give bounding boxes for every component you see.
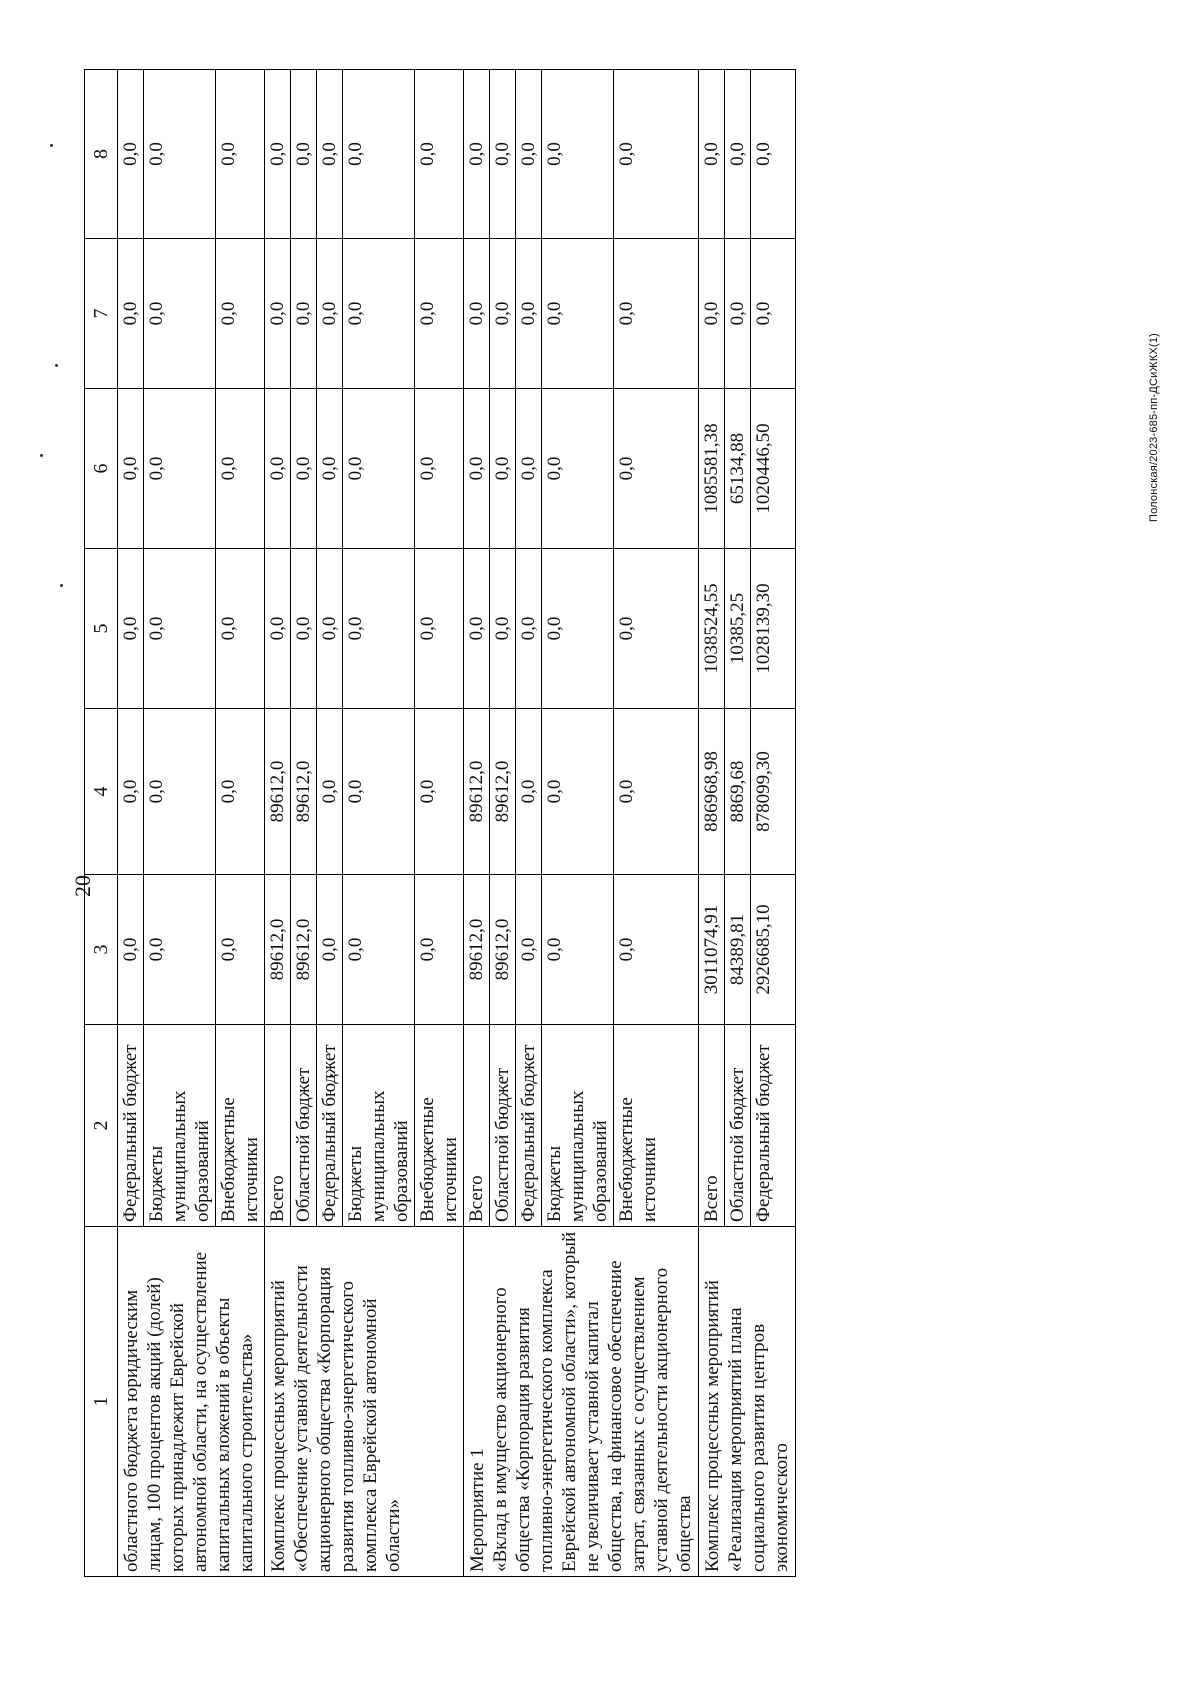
value-cell: 89612,0	[490, 709, 516, 874]
scan-speck	[50, 144, 53, 147]
value-column-4	[464, 709, 699, 875]
scan-speck	[60, 584, 63, 587]
value-cell: 0,0	[317, 239, 343, 388]
value-cell: 89612,0	[464, 709, 490, 874]
funding-source: Всего	[699, 1025, 725, 1226]
value-cell: 0,0	[265, 389, 291, 548]
value-cell: 0,0	[699, 70, 725, 238]
value-cell: 0,0	[542, 709, 614, 874]
value-cell: 0,0	[343, 389, 415, 548]
value-cell: 0,0	[144, 389, 216, 548]
funding-source: Федеральный бюджет	[516, 1025, 542, 1226]
header-cell: 2	[85, 1025, 118, 1227]
value-cell: 0,0	[144, 549, 216, 708]
value-cell: 0,0	[616, 142, 637, 166]
value-cell: 0,0	[218, 937, 239, 962]
value-cell: 0,0	[516, 709, 542, 874]
activity-name-cell: Комплекс процессных мероприятий «Обеспечение уставной деятельности акционерного общества «Корпорация развития топливно-энергетического комплекса Еврейской автономной области»	[265, 1227, 464, 1577]
value-column-6	[464, 389, 699, 549]
activity-name-cell: Комплекс процессных мероприятий «Реализация мероприятий плана социального развития центров экономического	[699, 1227, 796, 1577]
footer-code: Полонская/2023-685-пп-ДСиЖКХ(1)	[1148, 332, 1160, 522]
value-cell: 0,0	[291, 70, 317, 238]
funding-source: Всего	[265, 1025, 291, 1226]
header-cell: 1	[85, 1227, 118, 1577]
header-cell: 3	[85, 875, 118, 1025]
value-cell: 0,0	[542, 239, 614, 388]
value-column-5	[118, 549, 265, 709]
value-column-6	[118, 389, 265, 549]
value-cell: 0,0	[616, 937, 637, 962]
value-cell: 3011074,91	[699, 875, 725, 1024]
value-column-7	[699, 239, 796, 389]
value-column-3	[265, 875, 464, 1025]
table-body	[85, 70, 796, 1577]
value-cell: 8869,68	[725, 709, 751, 874]
value-cell: 89612,0	[265, 709, 291, 874]
budget-table	[84, 69, 796, 1577]
value-column-7	[118, 239, 265, 389]
value-cell: 0,0	[144, 70, 216, 238]
value-cell: 0,0	[616, 456, 637, 481]
value-column-4	[118, 709, 265, 875]
value-cell: 0,0	[118, 549, 144, 708]
funding-source-cell	[265, 1025, 464, 1227]
value-cell: 0,0	[417, 616, 438, 641]
value-cell: 0,0	[218, 779, 239, 804]
value-column-7	[265, 239, 464, 389]
value-cell: 2926685,10	[753, 904, 774, 995]
value-cell: 0,0	[542, 875, 614, 1024]
value-cell: 89612,0	[490, 875, 516, 1024]
value-cell: 0,0	[490, 549, 516, 708]
value-cell: 0,0	[417, 142, 438, 166]
header-cell: 5	[85, 549, 118, 709]
value-cell: 0,0	[516, 549, 542, 708]
value-cell: 0,0	[291, 239, 317, 388]
value-cell: 0,0	[542, 389, 614, 548]
value-column-6	[265, 389, 464, 549]
funding-source: Внебюджетные источники	[218, 1097, 262, 1222]
value-cell: 0,0	[616, 616, 637, 641]
scan-speck	[55, 364, 58, 367]
table-row	[118, 70, 265, 1577]
value-cell: 1028139,30	[753, 583, 774, 674]
value-cell: 0,0	[218, 456, 239, 481]
value-cell: 89612,0	[291, 875, 317, 1024]
header-cell: 4	[85, 709, 118, 875]
value-cell: 0,0	[343, 549, 415, 708]
value-cell: 0,0	[417, 456, 438, 481]
funding-source-cell	[699, 1025, 796, 1227]
value-cell: 0,0	[317, 549, 343, 708]
value-cell: 0,0	[118, 709, 144, 874]
activity-name-cell: областного бюджета юридическим лицам, 100 процентов акций (долей) которых принадлежит Еврейской автономной области, на осуществление капитальных вложений в объекты капитального строительства»	[118, 1227, 265, 1577]
value-cell: 0,0	[144, 239, 216, 388]
scan-speck	[40, 454, 43, 457]
value-cell: 0,0	[218, 301, 239, 326]
value-cell: 0,0	[464, 70, 490, 238]
value-cell: 1085581,38	[699, 389, 725, 548]
value-cell: 0,0	[343, 875, 415, 1024]
funding-source: Областной бюджет	[291, 1025, 317, 1226]
page-number: 20	[70, 875, 95, 897]
value-cell: 0,0	[218, 616, 239, 641]
value-cell: 0,0	[144, 709, 216, 874]
value-cell: 0,0	[464, 549, 490, 708]
funding-source: Областной бюджет	[490, 1025, 516, 1226]
value-cell: 0,0	[753, 142, 774, 166]
funding-source: Внебюджетные источники	[616, 1097, 660, 1222]
value-cell: 878099,30	[753, 751, 774, 832]
value-column-5	[464, 549, 699, 709]
funding-source: Бюджеты муниципальных образований	[542, 1025, 614, 1226]
table-row	[699, 70, 796, 1577]
value-cell: 0,0	[616, 779, 637, 804]
value-column-3	[118, 875, 265, 1025]
table-row	[464, 70, 699, 1577]
activity-name-cell: Мероприятие 1 «Вклад в имущество акционерного общества «Корпорация развития топливно-энергетического комплекса Еврейской автономной области», который не увеличивает уставной капитал общества, на финансовое обеспечение затрат, связанных с осуществлением уставной деятельности акционерного общества	[464, 1227, 699, 1577]
funding-source: Федеральный бюджет	[753, 1044, 774, 1222]
value-cell: 0,0	[343, 239, 415, 388]
value-column-5	[699, 549, 796, 709]
value-column-7	[464, 239, 699, 389]
value-column-6	[699, 389, 796, 549]
value-cell: 0,0	[516, 875, 542, 1024]
value-cell: 89612,0	[265, 875, 291, 1024]
value-column-4	[265, 709, 464, 875]
funding-source: Всего	[464, 1025, 490, 1226]
value-column-8	[118, 70, 265, 239]
value-cell: 89612,0	[291, 709, 317, 874]
value-column-5	[265, 549, 464, 709]
funding-source-cell	[118, 1025, 265, 1227]
value-cell: 0,0	[118, 389, 144, 548]
value-cell: 89612,0	[464, 875, 490, 1024]
value-cell: 0,0	[317, 875, 343, 1024]
value-cell: 0,0	[516, 70, 542, 238]
value-cell: 886968,98	[699, 709, 725, 874]
value-cell: 0,0	[291, 389, 317, 548]
funding-source: Федеральный бюджет	[118, 1025, 144, 1226]
value-cell: 0,0	[699, 239, 725, 388]
value-cell: 0,0	[516, 389, 542, 548]
funding-source: Федеральный бюджет	[317, 1025, 343, 1226]
value-cell: 10385,25	[725, 549, 751, 708]
value-cell: 0,0	[118, 239, 144, 388]
value-cell: 0,0	[343, 70, 415, 238]
value-cell: 0,0	[417, 301, 438, 326]
value-cell: 0,0	[725, 239, 751, 388]
value-cell: 0,0	[516, 239, 542, 388]
value-cell: 0,0	[464, 239, 490, 388]
value-cell: 84389,81	[725, 875, 751, 1024]
value-column-4	[699, 709, 796, 875]
table-row	[265, 70, 464, 1577]
value-cell: 0,0	[490, 239, 516, 388]
value-cell: 0,0	[317, 709, 343, 874]
value-cell: 0,0	[265, 70, 291, 238]
funding-source: Бюджеты муниципальных образований	[343, 1025, 415, 1226]
header-cell: 6	[85, 389, 118, 549]
value-cell: 0,0	[265, 549, 291, 708]
value-cell: 0,0	[118, 70, 144, 238]
value-cell: 0,0	[218, 142, 239, 166]
value-column-8	[699, 70, 796, 239]
funding-source: Бюджеты муниципальных образований	[144, 1025, 216, 1226]
value-cell: 1038524,55	[699, 549, 725, 708]
value-cell: 0,0	[265, 239, 291, 388]
value-column-8	[265, 70, 464, 239]
funding-source-cell	[464, 1025, 699, 1227]
value-cell: 0,0	[616, 301, 637, 326]
value-cell: 0,0	[118, 875, 144, 1024]
value-cell: 0,0	[317, 389, 343, 548]
value-cell: 0,0	[542, 70, 614, 238]
header-cell: 8	[85, 70, 118, 239]
value-cell: 1020446,50	[753, 423, 774, 514]
funding-source: Областной бюджет	[725, 1025, 751, 1226]
value-cell: 65134,88	[725, 389, 751, 548]
value-cell: 0,0	[753, 301, 774, 326]
value-column-8	[464, 70, 699, 239]
value-column-3	[464, 875, 699, 1025]
funding-source: Внебюджетные источники	[417, 1097, 461, 1222]
value-cell: 0,0	[464, 389, 490, 548]
value-column-3	[699, 875, 796, 1025]
value-cell: 0,0	[542, 549, 614, 708]
value-cell: 0,0	[490, 70, 516, 238]
value-cell: 0,0	[417, 779, 438, 804]
value-cell: 0,0	[417, 937, 438, 962]
value-cell: 0,0	[725, 70, 751, 238]
header-cell: 7	[85, 239, 118, 389]
value-cell: 0,0	[317, 70, 343, 238]
value-cell: 0,0	[144, 875, 216, 1024]
value-cell: 0,0	[490, 389, 516, 548]
value-cell: 0,0	[291, 549, 317, 708]
header-row	[85, 70, 118, 1577]
value-cell: 0,0	[343, 709, 415, 874]
